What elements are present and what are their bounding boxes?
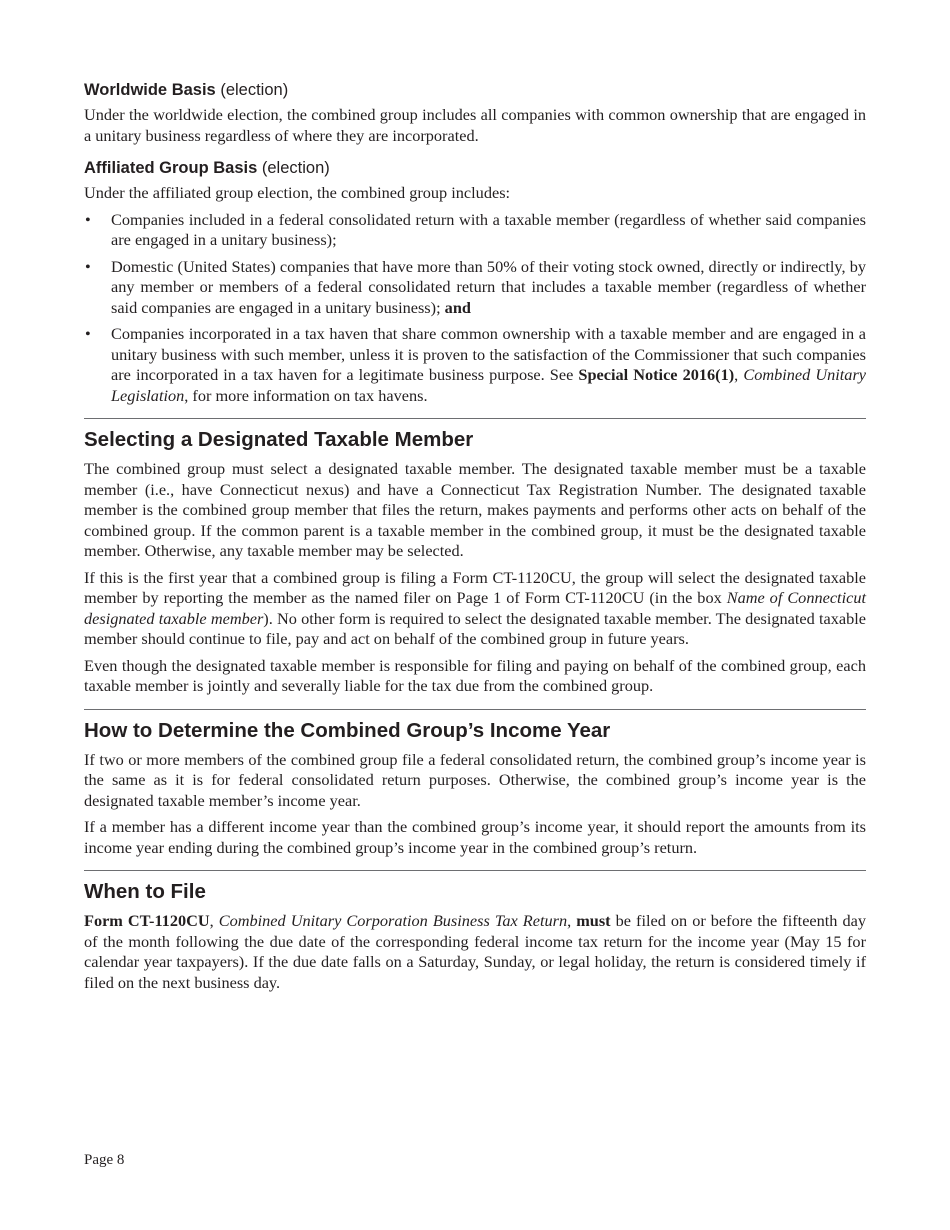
affiliated-group-intro: Under the affiliated group election, the combined group includes: — [84, 183, 511, 202]
list-item: • Companies included in a federal consolidated return with a taxable member (regardless of whether said companies are engaged in a unitary business); — [85, 209, 866, 249]
when-to-file-paragraph: Form CT-1120CU, Combined Unitary Corporation Business Tax Return, must be filed on or before the fifteenth day of the month following the due date of the corresponding federal income tax return for the income year (May 15 for calendar year taxpayers). If the due date falls on a Saturday, Sunday, or legal holiday, the return is considered timely if filed on the next business day. — [84, 911, 866, 992]
special-notice-reference: Special Notice 2016(1) — [578, 365, 735, 384]
section-divider — [84, 709, 866, 710]
designated-member-heading: Selecting a Designated Taxable Member — [84, 428, 474, 451]
publication-title: Combined Unitary Legislation — [111, 365, 867, 405]
worldwide-basis-heading: Worldwide Basis (election) — [84, 81, 289, 99]
designated-member-paragraph-2: If this is the first year that a combined group is filing a Form CT-1120CU, the group will select the designated taxable member by reporting the member as the named filer on Page 1 of Form CT-1120CU (in the box Name of Connecticut designated taxable member). No other form is required to select the designated taxable member. The designated taxable member should continue to file, pay and act on behalf of the combined group in future years. — [84, 567, 866, 648]
bullet-icon: • — [85, 324, 91, 343]
list-item: • Domestic (United States) companies that have more than 50% of their voting stock owned, directly or indirectly, by any member or members of a federal consolidated return that includes a taxable member (regardless of whether said companies are engaged in a unitary business); and — [85, 256, 866, 317]
section-divider — [84, 870, 866, 871]
list-item: • Companies incorporated in a tax haven that share common ownership with a taxable member and are engaged in a unitary business with such member, unless it is proven to the satisfaction of the Commissioner that such companies are incorporated in a tax haven for a legitimate business purpose. See Special Notice 2016(1), Combined Unitary Legislation, for more information on tax havens. — [85, 324, 867, 405]
designated-member-paragraph-3: Even though the designated taxable member is responsible for filing and paying on behalf of the combined group, each taxable member is jointly and severally liable for the tax due from the combined group. — [84, 655, 866, 695]
bullet-icon: • — [85, 209, 91, 229]
section-divider — [84, 418, 866, 419]
designated-member-paragraph-1: The combined group must select a designated taxable member. The designated taxable member must be a taxable member (i.e., have Connecticut nexus) and have a Connecticut Tax Registration Number. The designated taxable member is the combined group member that files the return, makes payments and performs other acts on behalf of the combined group. If the common parent is a taxable member in the combined group, it must be the designated taxable member. Otherwise, any taxable member may be selected. — [84, 459, 866, 560]
income-year-paragraph-1: If two or more members of the combined group file a federal consolidated return, the combined group’s income year is the same as it is for federal consolidated return purposes. Otherwise, the combined group’s income year is the designated taxable member’s income year. — [84, 749, 866, 810]
page-content — [84, 80, 866, 999]
bullet-icon: • — [85, 256, 91, 276]
worldwide-basis-text: Under the worldwide election, the combined group includes all companies with common ownership that are engaged in a unitary business regardless of where they are incorporated. — [84, 105, 866, 145]
affiliated-group-list — [84, 210, 866, 407]
income-year-paragraph-2: If a member has a different income year than the combined group’s income year, it should report the amounts from its income year ending during the combined group’s income year in the combined group’s return. — [84, 817, 866, 857]
when-to-file-heading: When to File — [84, 880, 206, 903]
page-number: Page 8 — [84, 1152, 125, 1168]
affiliated-group-heading: Affiliated Group Basis (election) — [84, 159, 330, 177]
income-year-heading: How to Determine the Combined Group’s Income Year — [84, 718, 611, 742]
